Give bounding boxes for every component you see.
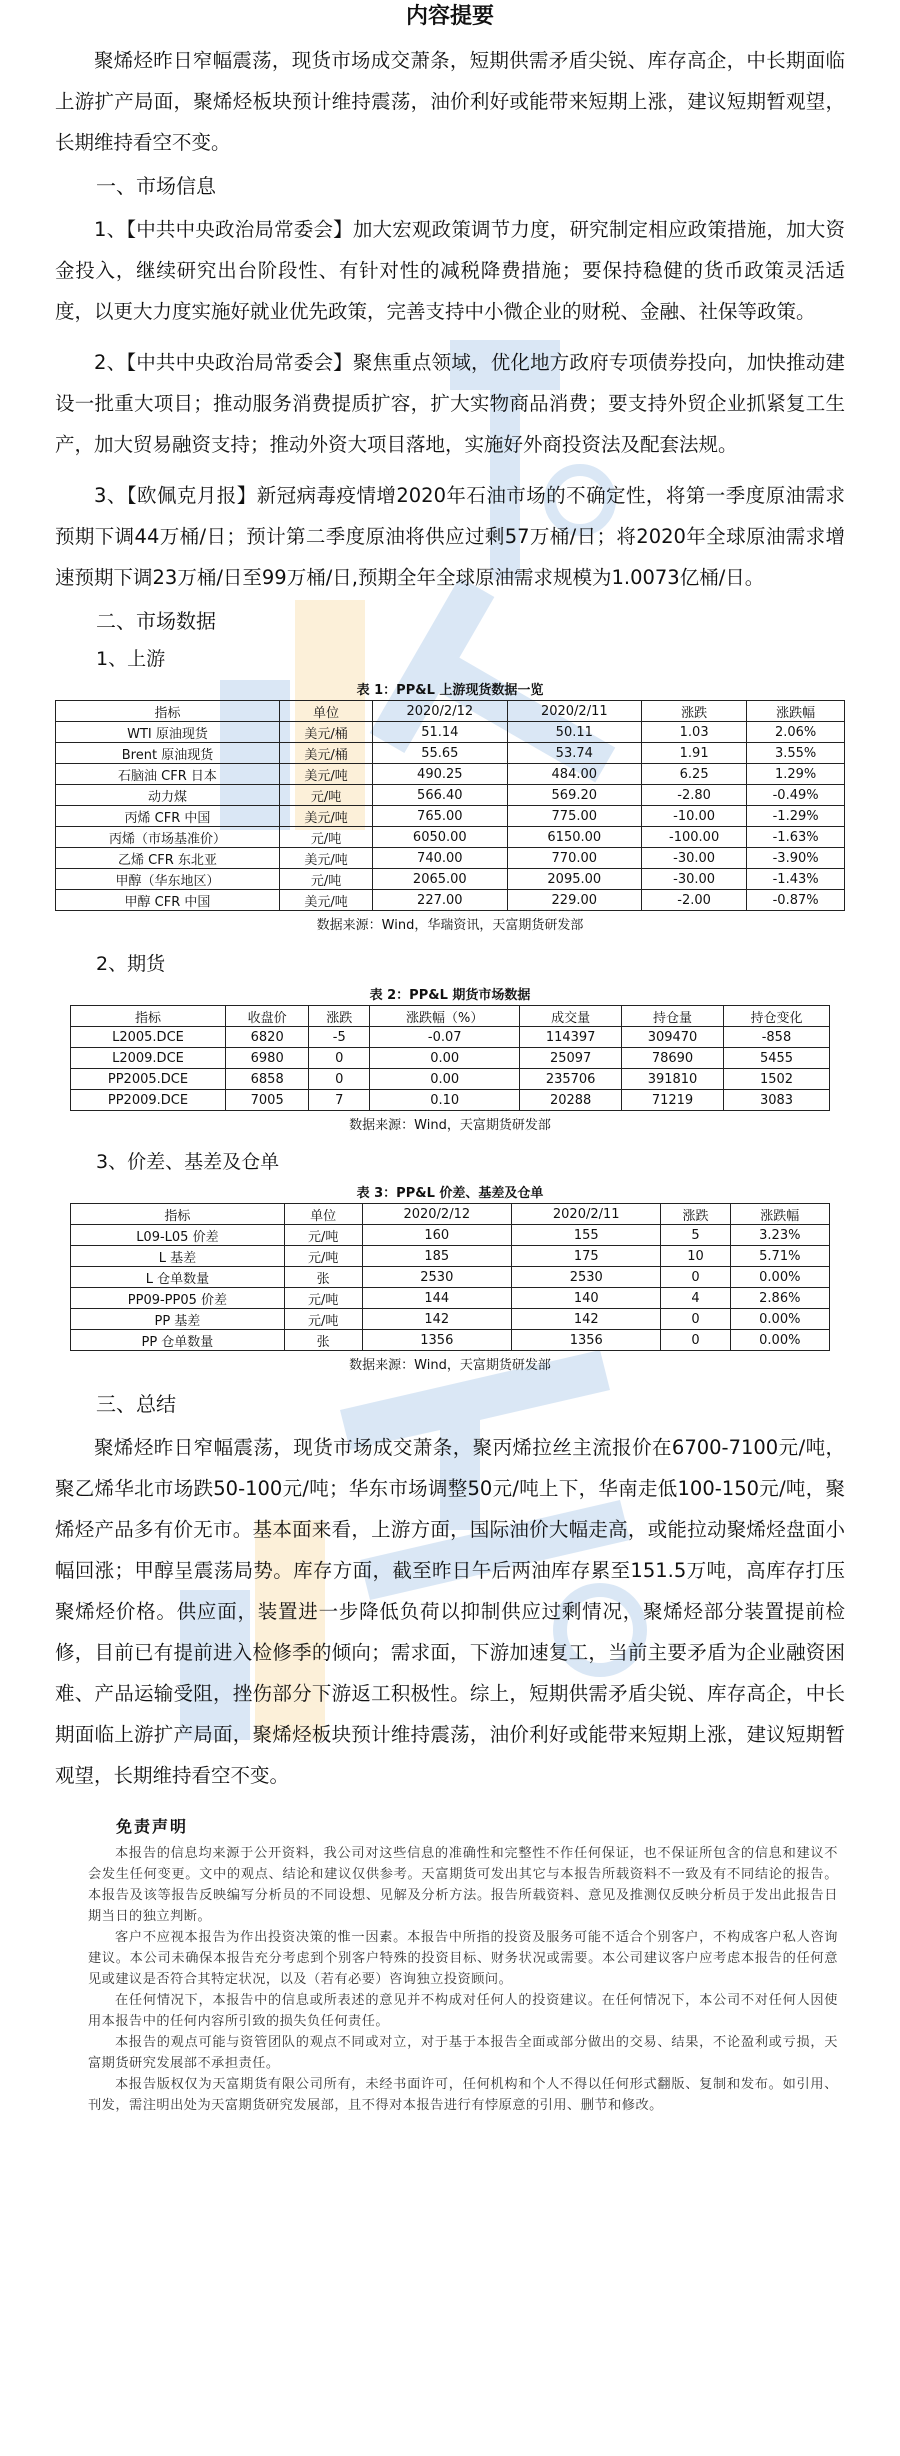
table-header-cell: 2020/2/12 (362, 1204, 511, 1225)
table-row (71, 1288, 830, 1309)
table-row (56, 722, 845, 743)
table-cell: 53.74 (507, 743, 641, 764)
table-cell: L2009.DCE (71, 1048, 226, 1069)
table-cell: 美元/吨 (279, 764, 372, 785)
table-cell: 10 (661, 1246, 730, 1267)
table-cell: 美元/吨 (279, 890, 372, 911)
subheading-spread-basis: 3、价差、基差及仓单 (96, 1151, 280, 1173)
table-cell: 3.23% (730, 1225, 829, 1246)
table-cell: Brent 原油现货 (56, 743, 280, 764)
table-cell: 71219 (622, 1090, 724, 1111)
table-cell: 1.91 (642, 743, 747, 764)
table-cell: 元/吨 (279, 827, 372, 848)
table-cell: 元/吨 (284, 1246, 362, 1267)
table-cell: 2095.00 (507, 869, 641, 890)
table-cell: 566.40 (373, 785, 507, 806)
table-cell: 7 (309, 1090, 370, 1111)
table-cell: 229.00 (507, 890, 641, 911)
table-cell: 50.11 (507, 722, 641, 743)
table1-caption: 表 1：PP&L 上游现货数据一览 (356, 683, 544, 698)
table-cell: 6858 (225, 1069, 308, 1090)
table-cell: 元/吨 (279, 785, 372, 806)
table-cell: 6.25 (642, 764, 747, 785)
table-cell: L 仓单数量 (71, 1267, 285, 1288)
section-heading-market-info: 一、市场信息 (96, 174, 216, 198)
table3-caption: 表 3：PP&L 价差、基差及仓单 (356, 1186, 544, 1201)
disclaimer-paragraph: 本报告的信息均来源于公开资料，我公司对这些信息的准确性和完整性不作任何保证，也不保证所包含的信息和建议不会发生任何变更。文中的观点、结论和建议仅供参考。天富期货可发出其它与本报告所载资料不一致及有不同结论的报告。本报告及该等报告反映编写分析员的不同设想、见解及分析方法。报告所载资料、意见及推测仅反映分析员于发出此报告日期当日的独立判断。 (88, 1846, 838, 1924)
subheading-futures: 2、期货 (96, 953, 166, 975)
table-cell: 155 (512, 1225, 661, 1246)
table-cell: -30.00 (642, 869, 747, 890)
table-header-cell: 指标 (71, 1006, 226, 1027)
table-header-cell: 指标 (56, 701, 280, 722)
table-header-cell: 收盘价 (225, 1006, 308, 1027)
table-cell: 0.00% (730, 1267, 829, 1288)
table-cell: 6150.00 (507, 827, 641, 848)
table-header-cell: 2020/2/12 (373, 701, 507, 722)
table-cell: 0.00 (370, 1048, 520, 1069)
table-cell: 2.86% (730, 1288, 829, 1309)
table-header-cell: 持仓变化 (723, 1006, 829, 1027)
table-row (56, 785, 845, 806)
table-cell: PP2005.DCE (71, 1069, 226, 1090)
table-cell: 乙烯 CFR 东北亚 (56, 848, 280, 869)
table-cell: 4 (661, 1288, 730, 1309)
table-header-cell: 单位 (284, 1204, 362, 1225)
table-cell: 6050.00 (373, 827, 507, 848)
table-cell: 160 (362, 1225, 511, 1246)
table-cell: 740.00 (373, 848, 507, 869)
section-heading-market-data: 二、市场数据 (96, 609, 216, 633)
table-cell: 张 (284, 1267, 362, 1288)
table-cell: 2530 (362, 1267, 511, 1288)
table-cell: 484.00 (507, 764, 641, 785)
table-cell: 5455 (723, 1048, 829, 1069)
table-header-cell: 2020/2/11 (512, 1204, 661, 1225)
table-cell: 51.14 (373, 722, 507, 743)
table-cell: 144 (362, 1288, 511, 1309)
table-cell: -3.90% (747, 848, 845, 869)
table-cell: -2.80 (642, 785, 747, 806)
table-cell: 1.29% (747, 764, 845, 785)
table-cell: 0.00% (730, 1309, 829, 1330)
table-cell: 3083 (723, 1090, 829, 1111)
table-cell: 0.00% (730, 1330, 829, 1351)
table1-source: 数据来源：Wind，华瑞资讯，天富期货研发部 (316, 918, 584, 933)
table-cell: 770.00 (507, 848, 641, 869)
table-cell: PP09-PP05 价差 (71, 1288, 285, 1309)
table-row (56, 806, 845, 827)
table-cell: 1.03 (642, 722, 747, 743)
table-header-cell: 涨跌 (309, 1006, 370, 1027)
table-cell: 1502 (723, 1069, 829, 1090)
table-cell: 55.65 (373, 743, 507, 764)
disclaimer-paragraph: 在任何情况下，本报告中的信息或所表述的意见并不构成对任何人的投资建议。在任何情况下，本公司不对任何人因使用本报告中的任何内容所引致的损失负任何责任。 (88, 1993, 838, 2029)
table-cell: PP2009.DCE (71, 1090, 226, 1111)
table-cell: 0 (661, 1309, 730, 1330)
table-row (56, 764, 845, 785)
disclaimer-paragraph: 客户不应视本报告为作出投资决策的惟一因素。本报告中所指的投资及服务可能不适合个别客户，不构成客户私人咨询建议。本公司未确保本报告充分考虑到个别客户特殊的投资目标、财务状况或需要。本公司建议客户应考虑本报告的任何意见或建议是否符合其特定状况，以及（若有必要）咨询独立投资顾问。 (88, 1930, 838, 1987)
table-cell: 丙烯（市场基准价） (56, 827, 280, 848)
table-header-cell: 涨跌幅（%） (370, 1006, 520, 1027)
table-cell: 5.71% (730, 1246, 829, 1267)
table-cell: 1356 (362, 1330, 511, 1351)
market-info-item-3: 3、【欧佩克月报】新冠病毒疫情增2020年石油市场的不确定性，将第一季度原油需求预期下调44万桶/日；预计第二季度原油将供应过剩57万桶/日；将2020年全球原油需求增速预期下调23万桶/日至99万桶/日,预期全年全球原油需求规模为1.0073亿桶/日。 (55, 484, 845, 589)
table-row (71, 1090, 830, 1111)
table-cell: 140 (512, 1288, 661, 1309)
table-row (56, 848, 845, 869)
table2-source: 数据来源：Wind，天富期货研发部 (349, 1118, 551, 1133)
table-cell: 765.00 (373, 806, 507, 827)
table-cell: 元/吨 (279, 869, 372, 890)
page-title: 内容提要 (405, 4, 494, 29)
table-cell: 142 (512, 1309, 661, 1330)
table-cell: 185 (362, 1246, 511, 1267)
table-cell: 1356 (512, 1330, 661, 1351)
table-header-cell: 涨跌幅 (730, 1204, 829, 1225)
table-cell: -10.00 (642, 806, 747, 827)
table-header-cell: 成交量 (520, 1006, 622, 1027)
table-cell: 张 (284, 1330, 362, 1351)
table-cell: WTI 原油现货 (56, 722, 280, 743)
conclusion-paragraph: 聚烯烃昨日窄幅震荡，现货市场成交萧条，聚丙烯拉丝主流报价在6700-7100元/吨，聚乙烯华北市场跌50-100元/吨；华东市场调整50元/吨上下，华南走低100-150元/吨，聚烯烃产品多有价无市。基本面来看，上游方面，国际油价大幅走高，或能拉动聚烯烃盘面小幅回涨；甲醇呈震荡局势。库存方面，截至昨日午后两油库存累至151.5万吨，高库存打压聚烯烃价格。供应面，装置进一步降低负荷以抑制供应过剩情况，聚烯烃部分装置提前检修，目前已有提前进入检修季的倾向；需求面，下游加速复工，当前主要矛盾为企业融资困难、产品运输受阻，挫伤部分下游返工积极性。综上，短期供需矛盾尖锐、库存高企，中长期面临上游扩产局面，聚烯烃板块预计维持震荡，油价利好或能带来短期上涨，建议短期暂观望，长期维持看空不变。 (55, 1436, 845, 1787)
table-cell: 美元/吨 (279, 848, 372, 869)
table-cell: PP 仓单数量 (71, 1330, 285, 1351)
table-row (71, 1069, 830, 1090)
table-cell: 0 (661, 1267, 730, 1288)
table-cell: 2530 (512, 1267, 661, 1288)
table-cell: L09-L05 价差 (71, 1225, 285, 1246)
table-cell: -2.00 (642, 890, 747, 911)
table-cell: 丙烯 CFR 中国 (56, 806, 280, 827)
table-header-cell: 单位 (279, 701, 372, 722)
table-header-cell: 涨跌 (661, 1204, 730, 1225)
table-cell: 6820 (225, 1027, 308, 1048)
table-cell: 20288 (520, 1090, 622, 1111)
table-cell: 动力煤 (56, 785, 280, 806)
table3-source: 数据来源：Wind，天富期货研发部 (349, 1358, 551, 1373)
table-row (71, 1309, 830, 1330)
table-cell: -0.87% (747, 890, 845, 911)
table-row (71, 1246, 830, 1267)
table-row (56, 743, 845, 764)
table-cell: 7005 (225, 1090, 308, 1111)
market-info-item-1: 1、【中共中央政治局常委会】加大宏观政策调节力度，研究制定相应政策措施，加大资金投入，继续研究出台阶段性、有针对性的减税降费措施；要保持稳健的货币政策灵活适度，以更大力度实施好就业优先政策，完善支持中小微企业的财税、金融、社保等政策。 (55, 218, 845, 323)
table-row (56, 827, 845, 848)
table-cell: -30.00 (642, 848, 747, 869)
table-cell: -5 (309, 1027, 370, 1048)
table-upstream-spot (55, 700, 845, 911)
subheading-upstream: 1、上游 (96, 648, 166, 670)
table-cell: -1.63% (747, 827, 845, 848)
table-cell: 0.10 (370, 1090, 520, 1111)
table-cell: PP 基差 (71, 1309, 285, 1330)
table-cell: 235706 (520, 1069, 622, 1090)
table-cell: 2065.00 (373, 869, 507, 890)
table-cell: -858 (723, 1027, 829, 1048)
table-row (71, 1027, 830, 1048)
table-cell: L 基差 (71, 1246, 285, 1267)
table-cell: -1.29% (747, 806, 845, 827)
table-cell: 490.25 (373, 764, 507, 785)
table-cell: 309470 (622, 1027, 724, 1048)
table-cell: -100.00 (642, 827, 747, 848)
table-cell: 6980 (225, 1048, 308, 1069)
table-cell: 甲醇 CFR 中国 (56, 890, 280, 911)
table-cell: L2005.DCE (71, 1027, 226, 1048)
table-row (71, 1225, 830, 1246)
table-cell: 142 (362, 1309, 511, 1330)
table-cell: 元/吨 (284, 1288, 362, 1309)
summary-paragraph: 聚烯烃昨日窄幅震荡，现货市场成交萧条，短期供需矛盾尖锐、库存高企，中长期面临上游扩产局面，聚烯烃板块预计维持震荡，油价利好或能带来短期上涨，建议短期暂观望，长期维持看空不变。 (55, 49, 845, 154)
table-cell: 775.00 (507, 806, 641, 827)
table-cell: 391810 (622, 1069, 724, 1090)
table-row (71, 1048, 830, 1069)
market-info-item-2: 2、【中共中央政治局常委会】聚焦重点领域，优化地方政府专项债券投向，加快推动建设一批重大项目；推动服务消费提质扩容，扩大实物商品消费；要支持外贸企业抓紧复工生产，加大贸易融资支持；推动外资大项目落地，实施好外商投资法及配套法规。 (55, 351, 845, 456)
table-cell: 569.20 (507, 785, 641, 806)
table2-caption: 表 2：PP&L 期货市场数据 (369, 988, 531, 1003)
table-futures (70, 1005, 830, 1111)
table-row (56, 869, 845, 890)
section-heading-summary: 三、总结 (96, 1392, 176, 1416)
table-cell: 25097 (520, 1048, 622, 1069)
table-cell: 2.06% (747, 722, 845, 743)
table-header-cell: 指标 (71, 1204, 285, 1225)
table-spread-basis-warrant (70, 1203, 830, 1351)
table-cell: 元/吨 (284, 1309, 362, 1330)
table-cell: -1.43% (747, 869, 845, 890)
table-cell: 0 (309, 1048, 370, 1069)
table-header-cell: 2020/2/11 (507, 701, 641, 722)
table-cell: 78690 (622, 1048, 724, 1069)
table-row (71, 1330, 830, 1351)
table-cell: 美元/吨 (279, 806, 372, 827)
table-cell: 114397 (520, 1027, 622, 1048)
table-row (56, 890, 845, 911)
table-cell: 元/吨 (284, 1225, 362, 1246)
table-cell: 3.55% (747, 743, 845, 764)
table-row (71, 1267, 830, 1288)
table-cell: 甲醇（华东地区） (56, 869, 280, 890)
table-cell: 美元/桶 (279, 722, 372, 743)
table-header-cell: 涨跌幅 (747, 701, 845, 722)
table-cell: 美元/桶 (279, 743, 372, 764)
table-cell: 5 (661, 1225, 730, 1246)
disclaimer-title: 免责声明 (116, 1817, 189, 1836)
table-cell: 石脑油 CFR 日本 (56, 764, 280, 785)
disclaimer-paragraph: 本报告版权仅为天富期货有限公司所有，未经书面许可，任何机构和个人不得以任何形式翻版、复制和发布。如引用、刊发，需注明出处为天富期货研究发展部，且不得对本报告进行有悖原意的引用、删节和修改。 (88, 2077, 838, 2113)
table-cell: 0 (661, 1330, 730, 1351)
table-cell: 0.00 (370, 1069, 520, 1090)
disclaimer-paragraph: 本报告的观点可能与资管团队的观点不同或对立，对于基于本报告全面或部分做出的交易、结果，不论盈利或亏损，天富期货研究发展部不承担责任。 (88, 2035, 838, 2071)
table-cell: 227.00 (373, 890, 507, 911)
table-cell: 0 (309, 1069, 370, 1090)
table-header-cell: 持仓量 (622, 1006, 724, 1027)
table-cell: -0.07 (370, 1027, 520, 1048)
table-cell: -0.49% (747, 785, 845, 806)
table-cell: 175 (512, 1246, 661, 1267)
table-header-cell: 涨跌 (642, 701, 747, 722)
